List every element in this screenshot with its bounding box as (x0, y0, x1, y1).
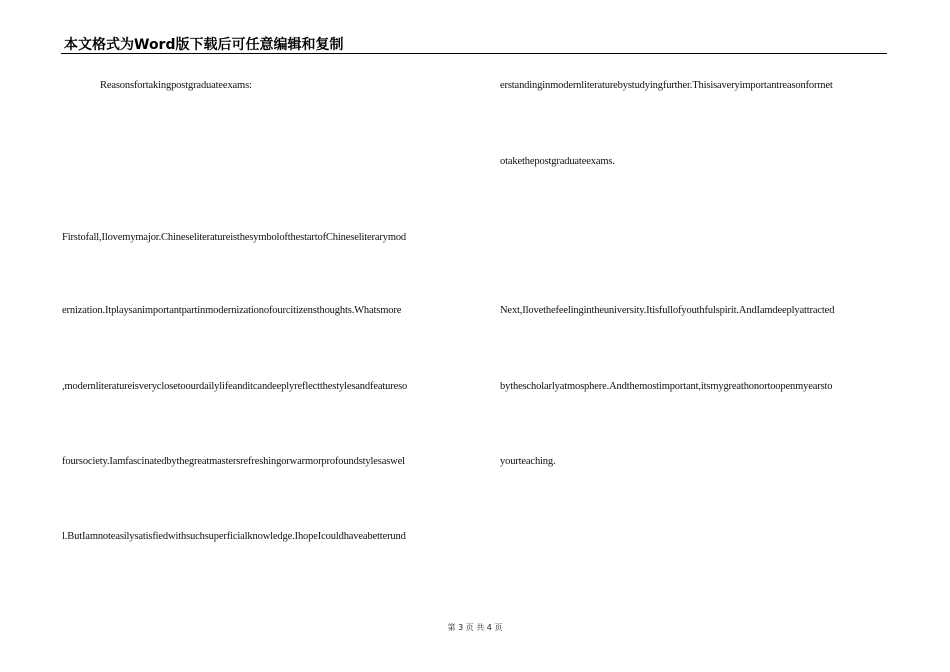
left-line-4: ,modernliteratureisveryclosetoourdailylifeanditcandeeplyreflectthestylesandfeatureso (62, 381, 408, 392)
header-divider (61, 53, 887, 54)
right-line-5: yourteaching. (500, 456, 556, 467)
document-header-title: 本文格式为Word版下载后可任意编辑和复制 (64, 37, 344, 53)
right-line-3: Next,Ilovethefeelingintheuniversity.Itisfullofyouthfulspirit.AndIamdeeplyattracted (500, 305, 835, 316)
left-line-3: ernization.Itplaysanimportantpartinmodernizationofourcitizensthoughts.Whatsmore (62, 305, 402, 316)
left-line-5: foursociety.Iamfascinatedbythegreatmastersrefreshingorwarmorprofoundstylesaswel (62, 456, 405, 467)
right-line-4: bythescholarlyatmosphere.Andthemostimportant,itsmygreathonortoopenmyearsto (500, 381, 833, 392)
left-line-1: Reasonsfortakingpostgraduateexams: (100, 80, 252, 91)
page-number-footer: 第 3 页 共 4 页 (447, 623, 503, 632)
right-line-2: otakethepostgraduateexams. (500, 156, 615, 167)
left-line-2: Firstofall,Ilovemymajor.ChineseliteratureisthesymbolofthestartofChineseliterarymod (62, 232, 407, 243)
left-line-6: l.ButIamnoteasilysatisfiedwithsuchsuperficialknowledge.IhopeIcouldhaveabetterund (62, 531, 406, 542)
right-line-1: erstandinginmodernliteraturebystudyingfurther.Thisisaveryimportantreasonformet (500, 80, 833, 91)
